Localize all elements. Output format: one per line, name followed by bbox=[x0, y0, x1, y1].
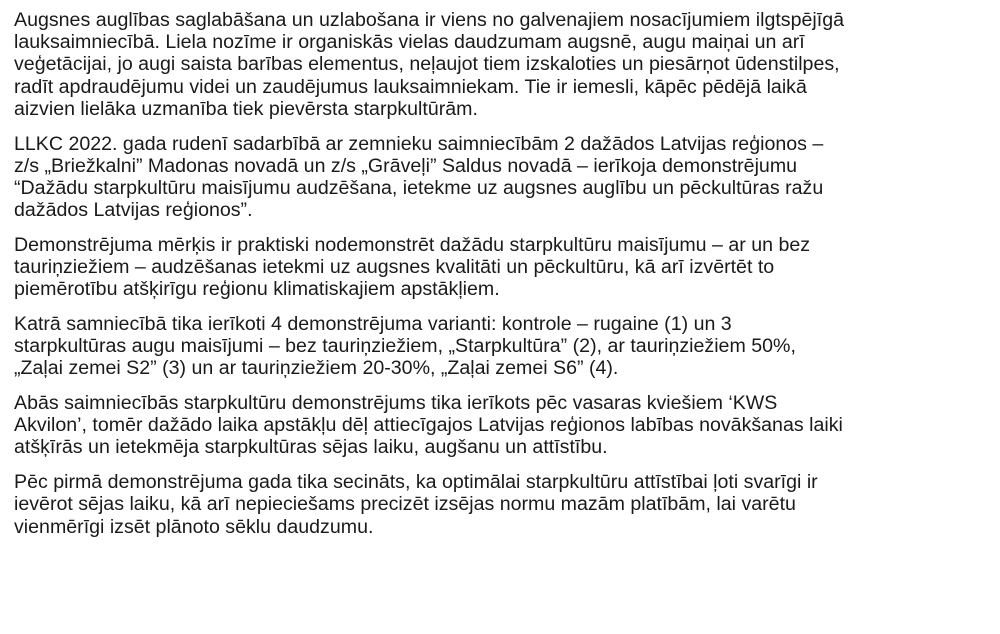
paragraph-sowing-after-wheat bbox=[14, 392, 990, 459]
text-line: Akvilon’, tomēr dažādo laika apstākļu dēļ attiecīgajos Latvijas reģionos labības novākšanas laiki bbox=[14, 414, 843, 437]
text-line: piemērotību atšķirīgu reģionu klimatiskajiem apstākļiem. bbox=[14, 278, 500, 301]
text-line: Augsnes auglības saglabāšana un uzlabošana ir viens no galvenajiem nosacījumiem ilgtspējīgā bbox=[14, 9, 844, 31]
text-line: Katrā samniecībā tika ierīkoti 4 demonstrējuma varianti: kontrole – rugaine (1) un 3 bbox=[14, 312, 732, 335]
paragraph-llkc-demonstration bbox=[14, 133, 990, 222]
text-line: “Dažādu starpkultūru maisījumu audzēšana, ietekme uz augsnes auglību un pēckultūras ražu bbox=[14, 176, 824, 199]
text-line: ievērot sējas laiku, kā arī nepieciešams precizēt izsējas normu mazām platībām, lai varētu bbox=[14, 493, 796, 516]
paragraph-conclusions bbox=[14, 471, 990, 538]
text-line: LLKC 2022. gada rudenī sadarbībā ar zemnieku saimniecībām 2 dažādos Latvijas reģionos – bbox=[14, 132, 824, 155]
paragraph-soil-fertility bbox=[14, 9, 990, 120]
text-line: tauriņziežiem – audzēšanas ietekmi uz augsnes kvalitāti un pēckultūru, kā arī izvērtēt to bbox=[14, 256, 775, 279]
text-line: dažādos Latvijas reģionos”. bbox=[14, 199, 253, 222]
paragraph-variants bbox=[14, 313, 990, 380]
text-line: atšķīrās un ietekmēja starpkultūras sējas laiku, augšanu un attīstību. bbox=[14, 436, 608, 459]
text-line: lauksaimniecībā. Liela nozīme ir organiskās vielas daudzumam augsnē, augu maiņai un arī bbox=[14, 31, 805, 54]
text-line: starpkultūras augu maisījumi – bez tauriņziežiem, „Starpkultūra” (2), ar tauriņziežiem 50%, bbox=[14, 335, 796, 358]
paragraph-demonstration-goal bbox=[14, 234, 990, 301]
text-line: Abās saimniecībās starpkultūru demonstrējums tika ierīkots pēc vasaras kviešiem ‘KWS bbox=[14, 392, 778, 415]
text-line: Demonstrējuma mērķis ir praktiski nodemonstrēt dažādu starpkultūru maisījumu – ar un bez bbox=[14, 233, 811, 256]
text-line: aizvien lielāka uzmanība tiek pievērsta starpkultūrām. bbox=[14, 97, 478, 120]
text-line: z/s „Briežkalni” Madonas novadā un z/s „Grāveļi” Saldus novadā – ierīkoja demonstrējumu bbox=[14, 154, 798, 177]
text-line: Pēc pirmā demonstrējuma gada tika secināts, ka optimālai starpkultūru attīstībai ļoti svarīgi ir bbox=[14, 471, 818, 494]
text-line: radīt apdraudējumu videi un zaudējumus lauksaimniekam. Tie ir iemesli, kāpēc pēdējā laikā bbox=[14, 75, 807, 98]
text-line: vienmērīgi izsēt plānoto sēklu daudzumu. bbox=[14, 515, 374, 538]
text-line: veģetācijai, jo augi saista barības elementus, neļaujot tiem izskaloties un piesārņot ūdenstilpes, bbox=[14, 53, 840, 76]
text-line: „Zaļai zemei S2” (3) un ar tauriņziežiem 20-30%, „Zaļai zemei S6” (4). bbox=[14, 357, 619, 380]
